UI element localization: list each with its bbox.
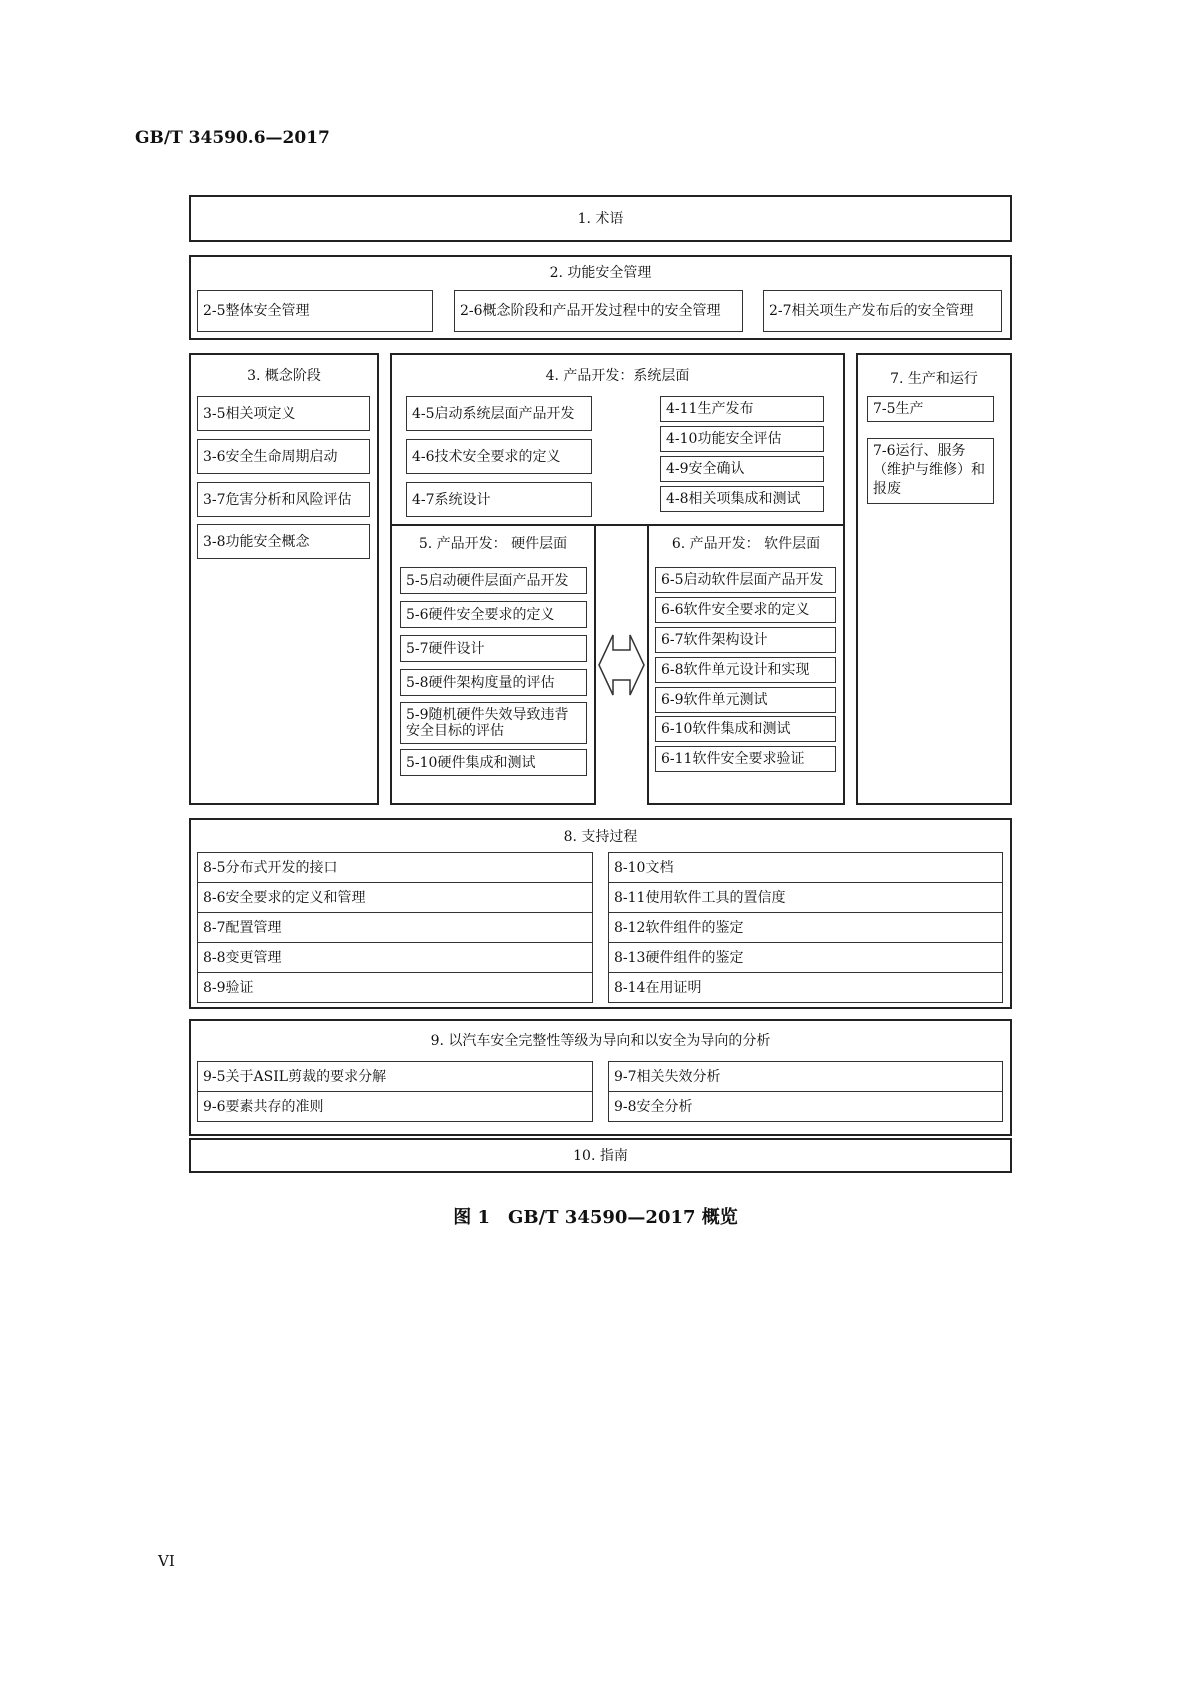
s4-item: 4-7系统设计 <box>406 482 592 517</box>
s6-item: 6-10软件集成和测试 <box>655 716 836 742</box>
s8-item: 8-7配置管理 <box>197 912 593 943</box>
s8-item: 8-6安全要求的定义和管理 <box>197 882 593 913</box>
section-1-title: 1. 术语 <box>577 211 624 227</box>
section-1-terminology <box>189 195 1012 242</box>
s8-item: 8-12软件组件的鉴定 <box>608 912 1003 943</box>
s8-item: 8-5分布式开发的接口 <box>197 852 593 883</box>
s8-item: 8-9验证 <box>197 972 593 1003</box>
s4-item: 4-10功能安全评估 <box>660 426 824 452</box>
double-arrow-icon <box>597 630 646 700</box>
section-6-title: 6. 产品开发： 软件层面 <box>671 536 821 552</box>
section-4-title: 4. 产品开发：系统层面 <box>545 368 690 384</box>
s4-item: 4-5启动系统层面产品开发 <box>406 396 592 431</box>
s4-item: 4-11生产发布 <box>660 396 824 422</box>
s5-item: 5-8硬件架构度量的评估 <box>400 669 587 696</box>
s5-item: 5-6硬件安全要求的定义 <box>400 601 587 628</box>
section-10-title: 10. 指南 <box>573 1148 628 1164</box>
section-2-title: 2. 功能安全管理 <box>549 265 652 281</box>
section-10-guideline <box>189 1138 1012 1173</box>
s3-item: 3-5相关项定义 <box>197 396 370 431</box>
s6-item: 6-9软件单元测试 <box>655 687 836 713</box>
s6-item: 6-6软件安全要求的定义 <box>655 597 836 623</box>
s5-item: 5-7硬件设计 <box>400 635 587 662</box>
s3-item: 3-8功能安全概念 <box>197 524 370 559</box>
figure-caption: 图 1 GB/T 34590—2017 概览 <box>453 1207 738 1228</box>
section-7-title: 7. 生产和运行 <box>890 371 978 387</box>
s7-item: 7-6运行、服务（维护与维修）和报废 <box>867 438 994 504</box>
s5-item: 5-9随机硬件失效导致违背安全目标的评估 <box>400 702 587 744</box>
s4-item: 4-9安全确认 <box>660 456 824 482</box>
s2-item: 2-7相关项生产发布后的安全管理 <box>763 290 1002 332</box>
s2-item: 2-5整体安全管理 <box>197 290 433 332</box>
s6-item: 6-8软件单元设计和实现 <box>655 657 836 683</box>
section-8-title: 8. 支持过程 <box>563 829 638 845</box>
s8-item: 8-8变更管理 <box>197 942 593 973</box>
s9-item: 9-5关于ASIL剪裁的要求分解 <box>197 1061 593 1092</box>
s6-item: 6-7软件架构设计 <box>655 627 836 653</box>
s3-item: 3-6安全生命周期启动 <box>197 439 370 474</box>
s5-item: 5-5启动硬件层面产品开发 <box>400 567 587 594</box>
s6-item: 6-11软件安全要求验证 <box>655 746 836 772</box>
standard-header: GB/T 34590.6—2017 <box>135 128 330 148</box>
s8-item: 8-13硬件组件的鉴定 <box>608 942 1003 973</box>
s3-item: 3-7危害分析和风险评估 <box>197 482 370 517</box>
s9-item: 9-6要素共存的准则 <box>197 1091 593 1122</box>
section-9-title: 9. 以汽车安全完整性等级为导向和以安全为导向的分析 <box>430 1033 771 1049</box>
s9-item: 9-7相关失效分析 <box>608 1061 1003 1092</box>
s8-item: 8-10文档 <box>608 852 1003 883</box>
s7-item: 7-5生产 <box>867 396 994 422</box>
s5-item: 5-10硬件集成和测试 <box>400 749 587 776</box>
s8-item: 8-14在用证明 <box>608 972 1003 1003</box>
s6-item: 6-5启动软件层面产品开发 <box>655 567 836 593</box>
s4-item: 4-8相关项集成和测试 <box>660 486 824 512</box>
section-3-title: 3. 概念阶段 <box>247 368 321 384</box>
s9-item: 9-8安全分析 <box>608 1091 1003 1122</box>
s4-item: 4-6技术安全要求的定义 <box>406 439 592 474</box>
page-number: VI <box>158 1552 175 1570</box>
s8-item: 8-11使用软件工具的置信度 <box>608 882 1003 913</box>
section-5-title: 5. 产品开发： 硬件层面 <box>418 536 568 552</box>
s2-item: 2-6概念阶段和产品开发过程中的安全管理 <box>454 290 743 332</box>
